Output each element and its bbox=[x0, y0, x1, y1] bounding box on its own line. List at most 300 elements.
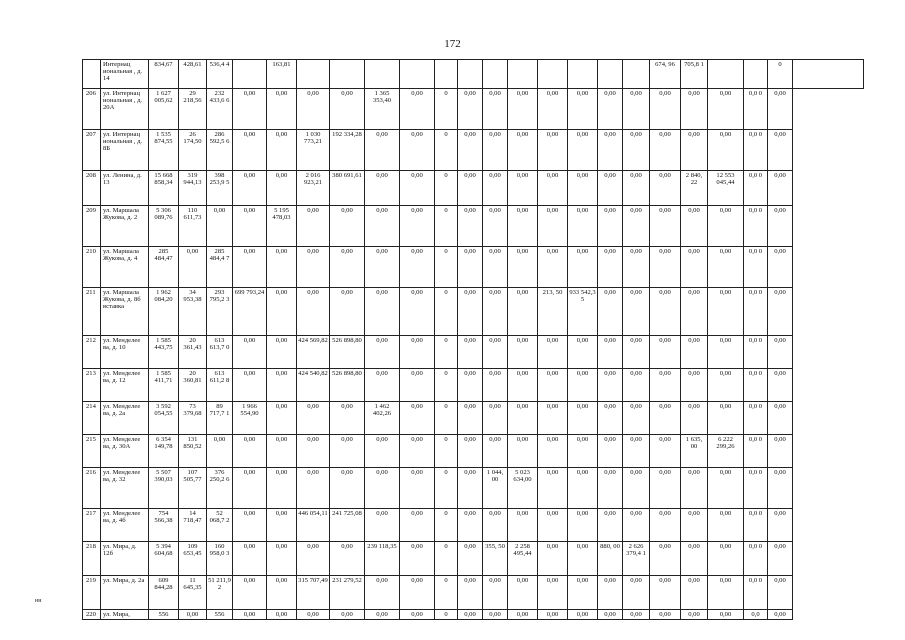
value-cell: 0,00 bbox=[233, 89, 267, 130]
value-cell: 0,00 bbox=[458, 247, 483, 288]
value-cell: 1 462 402,26 bbox=[365, 402, 400, 435]
value-cell: 0 bbox=[435, 369, 458, 402]
value-cell: 0,00 bbox=[708, 402, 744, 435]
value-cell: 0,00 bbox=[538, 336, 568, 369]
value-cell: 0,00 bbox=[681, 288, 708, 336]
value-cell: 0,00 bbox=[458, 542, 483, 576]
value-cell: 0,00 bbox=[400, 247, 435, 288]
value-cell: 0 bbox=[435, 402, 458, 435]
value-cell: 0,00 bbox=[768, 369, 793, 402]
table-row bbox=[83, 130, 864, 171]
value-cell: 0,00 bbox=[623, 509, 650, 542]
value-cell: 0,00 bbox=[365, 509, 400, 542]
value-cell: 0,00 bbox=[768, 288, 793, 336]
value-cell: 0,00 bbox=[623, 610, 650, 620]
address-cell: ул. Маршала Жукова, д. 8б вставка bbox=[101, 288, 149, 336]
value-cell: 0,00 bbox=[508, 402, 538, 435]
footer-mark: нн bbox=[35, 598, 42, 604]
value-cell: 0,00 bbox=[267, 130, 297, 171]
value-cell: 0,00 bbox=[508, 610, 538, 620]
row-number-cell: 209 bbox=[83, 206, 101, 247]
value-cell: 0,00 bbox=[623, 206, 650, 247]
value-cell: 20 361,43 bbox=[179, 336, 207, 369]
value-cell: 0,00 bbox=[650, 89, 681, 130]
value-cell: 0,0 0 bbox=[744, 288, 768, 336]
value-cell: 0,00 bbox=[330, 206, 365, 247]
value-cell: 0,00 bbox=[708, 130, 744, 171]
row-number-cell: 217 bbox=[83, 509, 101, 542]
value-cell: 110 611,73 bbox=[179, 206, 207, 247]
value-cell: 0,00 bbox=[330, 402, 365, 435]
value-cell: 0,00 bbox=[681, 247, 708, 288]
value-cell: 0,00 bbox=[233, 610, 267, 620]
value-cell: 1 365 353,40 bbox=[365, 89, 400, 130]
value-cell: 0,00 bbox=[538, 468, 568, 509]
value-cell: 0,00 bbox=[768, 89, 793, 130]
value-cell: 0,00 bbox=[179, 247, 207, 288]
value-cell: 0,00 bbox=[330, 288, 365, 336]
value-cell: 0,00 bbox=[207, 206, 233, 247]
value-cell: 0,00 bbox=[483, 247, 508, 288]
value-cell: 0,00 bbox=[483, 206, 508, 247]
row-number-cell: 210 bbox=[83, 247, 101, 288]
value-cell: 0,00 bbox=[768, 542, 793, 576]
value-cell: 0,00 bbox=[623, 171, 650, 206]
value-cell: 0,00 bbox=[568, 369, 598, 402]
value-cell: 0,00 bbox=[623, 247, 650, 288]
value-cell: 0,00 bbox=[768, 435, 793, 468]
value-cell: 285 484,47 bbox=[149, 247, 179, 288]
value-cell: 674, 96 bbox=[650, 60, 681, 89]
value-cell: 0,00 bbox=[768, 247, 793, 288]
value-cell: 0,00 bbox=[483, 369, 508, 402]
value-cell: 109 653,45 bbox=[179, 542, 207, 576]
data-table bbox=[82, 59, 864, 620]
address-cell: ул. Мира, д. 2а bbox=[101, 576, 149, 610]
address-cell: ул. Менделее ва, д. 2а bbox=[101, 402, 149, 435]
value-cell: 376 250,2 6 bbox=[207, 468, 233, 509]
address-cell: ул. Мира, д. 12б bbox=[101, 542, 149, 576]
value-cell: 0,00 bbox=[538, 509, 568, 542]
value-cell: 0,00 bbox=[458, 610, 483, 620]
value-cell: 0,00 bbox=[598, 509, 623, 542]
value-cell bbox=[568, 60, 598, 89]
value-cell: 0,00 bbox=[233, 206, 267, 247]
value-cell: 0,00 bbox=[598, 130, 623, 171]
value-cell: 160 958,0 3 bbox=[207, 542, 233, 576]
value-cell: 0,00 bbox=[768, 509, 793, 542]
value-cell: 536,4 4 bbox=[207, 60, 233, 89]
value-cell bbox=[623, 60, 650, 89]
value-cell: 0,00 bbox=[598, 369, 623, 402]
value-cell: 0,0 0 bbox=[744, 435, 768, 468]
value-cell bbox=[458, 60, 483, 89]
value-cell: 0,00 bbox=[483, 89, 508, 130]
value-cell: 6 354 149,78 bbox=[149, 435, 179, 468]
value-cell: 424 569,82 bbox=[297, 336, 330, 369]
value-cell: 0,00 bbox=[233, 468, 267, 509]
value-cell: 0,00 bbox=[365, 288, 400, 336]
value-cell: 5 306 089,76 bbox=[149, 206, 179, 247]
value-cell: 0,00 bbox=[267, 369, 297, 402]
table-row bbox=[83, 336, 864, 369]
value-cell: 0,00 bbox=[267, 435, 297, 468]
value-cell: 0,00 bbox=[233, 171, 267, 206]
value-cell: 315 707,49 bbox=[297, 576, 330, 610]
value-cell: 0,00 bbox=[538, 435, 568, 468]
value-cell: 0,00 bbox=[330, 468, 365, 509]
value-cell: 0,0 0 bbox=[744, 576, 768, 610]
value-cell: 0,00 bbox=[650, 171, 681, 206]
value-cell: 0,00 bbox=[568, 206, 598, 247]
address-cell: ул. Менделее ва, д. 4б bbox=[101, 509, 149, 542]
page-number: 172 bbox=[444, 38, 461, 50]
value-cell: 5 394 604,68 bbox=[149, 542, 179, 576]
value-cell: 0,00 bbox=[538, 206, 568, 247]
value-cell: 0,00 bbox=[400, 468, 435, 509]
value-cell: 0,00 bbox=[650, 206, 681, 247]
value-cell: 0,00 bbox=[297, 288, 330, 336]
value-cell: 0,0 0 bbox=[744, 369, 768, 402]
value-cell: 286 592,5 6 bbox=[207, 130, 233, 171]
address-cell: ул. Менделее ва, д. 32 bbox=[101, 468, 149, 509]
value-cell: 0,00 bbox=[598, 89, 623, 130]
value-cell: 0,00 bbox=[400, 206, 435, 247]
row-number-cell: 206 bbox=[83, 89, 101, 130]
value-cell: 319 944,13 bbox=[179, 171, 207, 206]
value-cell: 0,00 bbox=[538, 247, 568, 288]
value-cell: 613 613,7 0 bbox=[207, 336, 233, 369]
row-number-cell: 211 bbox=[83, 288, 101, 336]
address-cell: Интернац иональная , д. 14 bbox=[101, 60, 149, 89]
value-cell: 52 068,7 2 bbox=[207, 509, 233, 542]
row-number-cell: 216 bbox=[83, 468, 101, 509]
value-cell: 0,00 bbox=[458, 576, 483, 610]
value-cell bbox=[598, 60, 623, 89]
value-cell: 15 668 858,34 bbox=[149, 171, 179, 206]
value-cell: 0 bbox=[435, 610, 458, 620]
value-cell: 0,0 0 bbox=[744, 336, 768, 369]
value-cell: 0,00 bbox=[483, 171, 508, 206]
value-cell: 526 898,80 bbox=[330, 369, 365, 402]
value-cell: 0,00 bbox=[708, 468, 744, 509]
row-number-cell: 207 bbox=[83, 130, 101, 171]
table-row bbox=[83, 468, 864, 509]
value-cell: 1 044, 00 bbox=[483, 468, 508, 509]
value-cell: 2 626 379,4 1 bbox=[623, 542, 650, 576]
value-cell: 380 691,61 bbox=[330, 171, 365, 206]
value-cell: 0,00 bbox=[768, 206, 793, 247]
value-cell: 0,00 bbox=[297, 206, 330, 247]
address-cell: ул. Мира, bbox=[101, 610, 149, 620]
value-cell: 1 627 005,62 bbox=[149, 89, 179, 130]
value-cell: 0,00 bbox=[538, 610, 568, 620]
value-cell: 0,00 bbox=[233, 435, 267, 468]
value-cell: 0,00 bbox=[650, 288, 681, 336]
value-cell: 0,00 bbox=[650, 369, 681, 402]
value-cell: 355, 50 bbox=[483, 542, 508, 576]
value-cell: 0,0 0 bbox=[744, 468, 768, 509]
value-cell: 0,00 bbox=[267, 89, 297, 130]
value-cell: 0,00 bbox=[623, 89, 650, 130]
value-cell: 1 030 773,21 bbox=[297, 130, 330, 171]
value-cell: 20 360,81 bbox=[179, 369, 207, 402]
table-row bbox=[83, 247, 864, 288]
value-cell: 446 054,11 bbox=[297, 509, 330, 542]
value-cell: 0,00 bbox=[623, 468, 650, 509]
value-cell: 192 334,28 bbox=[330, 130, 365, 171]
value-cell: 0,00 bbox=[681, 369, 708, 402]
value-cell: 0,00 bbox=[365, 247, 400, 288]
value-cell: 0,00 bbox=[568, 468, 598, 509]
value-cell: 0,00 bbox=[400, 509, 435, 542]
value-cell: 0 bbox=[435, 336, 458, 369]
value-cell: 163,81 bbox=[267, 60, 297, 89]
value-cell: 0,00 bbox=[623, 336, 650, 369]
value-cell: 1 966 554,90 bbox=[233, 402, 267, 435]
value-cell bbox=[435, 60, 458, 89]
value-cell: 0,00 bbox=[650, 435, 681, 468]
value-cell: 0 bbox=[435, 509, 458, 542]
value-cell: 556 bbox=[149, 610, 179, 620]
value-cell: 0,00 bbox=[458, 435, 483, 468]
value-cell: 834,67 bbox=[149, 60, 179, 89]
value-cell: 51 211,9 2 bbox=[207, 576, 233, 610]
value-cell: 2 016 923,21 bbox=[297, 171, 330, 206]
table-row bbox=[83, 369, 864, 402]
value-cell: 0,00 bbox=[483, 576, 508, 610]
value-cell: 0,00 bbox=[508, 206, 538, 247]
row-number-cell: 220 bbox=[83, 610, 101, 620]
address-cell: ул. Ленина, д. 13 bbox=[101, 171, 149, 206]
value-cell: 0,00 bbox=[233, 369, 267, 402]
value-cell: 609 844,28 bbox=[149, 576, 179, 610]
value-cell: 0,00 bbox=[267, 610, 297, 620]
value-cell: 0,00 bbox=[297, 468, 330, 509]
value-cell: 0,00 bbox=[568, 171, 598, 206]
value-cell: 0,00 bbox=[650, 130, 681, 171]
value-cell: 0,00 bbox=[650, 402, 681, 435]
value-cell: 0,00 bbox=[538, 402, 568, 435]
table-row bbox=[83, 206, 864, 247]
value-cell: 0,00 bbox=[568, 130, 598, 171]
value-cell: 107 505,77 bbox=[179, 468, 207, 509]
value-cell: 0,00 bbox=[179, 610, 207, 620]
value-cell: 0,0 0 bbox=[744, 542, 768, 576]
value-cell: 0,00 bbox=[458, 89, 483, 130]
value-cell: 0,0 0 bbox=[744, 130, 768, 171]
value-cell: 0,00 bbox=[768, 402, 793, 435]
value-cell: 699 793,24 bbox=[233, 288, 267, 336]
value-cell: 0,00 bbox=[768, 610, 793, 620]
table-body bbox=[83, 60, 864, 620]
value-cell bbox=[330, 60, 365, 89]
value-cell: 0,00 bbox=[458, 402, 483, 435]
address-cell: ул. Маршала Жукова, д. 2 bbox=[101, 206, 149, 247]
value-cell: 0,00 bbox=[400, 171, 435, 206]
value-cell: 0,00 bbox=[233, 336, 267, 369]
value-cell: 0,00 bbox=[598, 576, 623, 610]
value-cell: 0,00 bbox=[400, 610, 435, 620]
value-cell: 0,00 bbox=[508, 435, 538, 468]
value-cell: 0,00 bbox=[233, 576, 267, 610]
value-cell: 0,00 bbox=[623, 369, 650, 402]
value-cell: 0,00 bbox=[538, 130, 568, 171]
value-cell: 0,00 bbox=[768, 171, 793, 206]
value-cell: 933 542,3 5 bbox=[568, 288, 598, 336]
value-cell: 428,61 bbox=[179, 60, 207, 89]
value-cell: 0,00 bbox=[681, 336, 708, 369]
value-cell: 0 bbox=[435, 247, 458, 288]
value-cell: 0,00 bbox=[400, 542, 435, 576]
value-cell: 0,00 bbox=[365, 435, 400, 468]
value-cell: 0,00 bbox=[768, 468, 793, 509]
value-cell: 0,0 0 bbox=[744, 402, 768, 435]
value-cell: 0,00 bbox=[681, 468, 708, 509]
value-cell: 0,00 bbox=[508, 171, 538, 206]
value-cell: 0,00 bbox=[598, 336, 623, 369]
value-cell: 0,00 bbox=[400, 130, 435, 171]
value-cell: 0,00 bbox=[483, 610, 508, 620]
row-number-cell: 219 bbox=[83, 576, 101, 610]
value-cell: 754 566,38 bbox=[149, 509, 179, 542]
value-cell: 0,00 bbox=[768, 130, 793, 171]
value-cell: 0 bbox=[768, 60, 793, 89]
value-cell: 0,00 bbox=[568, 402, 598, 435]
value-cell: 0,00 bbox=[458, 288, 483, 336]
value-cell: 0,00 bbox=[508, 247, 538, 288]
table-row bbox=[83, 435, 864, 468]
value-cell: 0,00 bbox=[568, 247, 598, 288]
value-cell: 0,00 bbox=[483, 435, 508, 468]
value-cell: 0,00 bbox=[233, 247, 267, 288]
value-cell: 556 bbox=[207, 610, 233, 620]
value-cell: 0,00 bbox=[508, 89, 538, 130]
value-cell: 0,00 bbox=[483, 402, 508, 435]
value-cell: 0,00 bbox=[365, 206, 400, 247]
value-cell: 0 bbox=[435, 576, 458, 610]
value-cell: 0,00 bbox=[330, 247, 365, 288]
table-row bbox=[83, 509, 864, 542]
value-cell: 0,00 bbox=[708, 89, 744, 130]
value-cell: 0,00 bbox=[458, 468, 483, 509]
value-cell: 0,00 bbox=[267, 509, 297, 542]
value-cell: 0,00 bbox=[508, 369, 538, 402]
value-cell: 0,00 bbox=[267, 288, 297, 336]
value-cell: 0,00 bbox=[508, 509, 538, 542]
value-cell: 0,00 bbox=[650, 468, 681, 509]
value-cell: 0,00 bbox=[681, 89, 708, 130]
value-cell: 29 218,56 bbox=[179, 89, 207, 130]
value-cell: 0,00 bbox=[365, 610, 400, 620]
value-cell: 526 898,80 bbox=[330, 336, 365, 369]
value-cell: 0,00 bbox=[365, 369, 400, 402]
value-cell: 0,00 bbox=[508, 336, 538, 369]
value-cell: 0,00 bbox=[650, 509, 681, 542]
value-cell: 0,00 bbox=[623, 576, 650, 610]
value-cell: 0,00 bbox=[623, 130, 650, 171]
value-cell: 0,00 bbox=[330, 89, 365, 130]
address-cell: ул. Маршала Жукова, д. 4 bbox=[101, 247, 149, 288]
row-number-cell: 215 bbox=[83, 435, 101, 468]
value-cell bbox=[297, 60, 330, 89]
table-row bbox=[83, 576, 864, 610]
table-row bbox=[83, 60, 864, 89]
value-cell: 613 611,2 8 bbox=[207, 369, 233, 402]
value-cell: 880, 00 bbox=[598, 542, 623, 576]
value-cell: 0 bbox=[435, 171, 458, 206]
value-cell: 232 433,6 6 bbox=[207, 89, 233, 130]
value-cell: 1 585 411,71 bbox=[149, 369, 179, 402]
value-cell: 0 bbox=[435, 130, 458, 171]
table-row bbox=[83, 288, 864, 336]
value-cell: 0,00 bbox=[400, 435, 435, 468]
value-cell: 0,00 bbox=[568, 576, 598, 610]
value-cell: 0 bbox=[435, 206, 458, 247]
value-cell: 0,00 bbox=[297, 435, 330, 468]
value-cell: 0,00 bbox=[768, 576, 793, 610]
value-cell: 0,00 bbox=[681, 610, 708, 620]
value-cell: 0,00 bbox=[365, 336, 400, 369]
value-cell bbox=[365, 60, 400, 89]
value-cell: 2 840, 22 bbox=[681, 171, 708, 206]
value-cell: 0,00 bbox=[708, 288, 744, 336]
value-cell: 239 118,35 bbox=[365, 542, 400, 576]
value-cell: 0,00 bbox=[233, 542, 267, 576]
value-cell: 1 535 874,55 bbox=[149, 130, 179, 171]
value-cell: 705,8 1 bbox=[681, 60, 708, 89]
value-cell: 0,00 bbox=[708, 336, 744, 369]
value-cell: 0,00 bbox=[330, 435, 365, 468]
value-cell: 0,00 bbox=[297, 542, 330, 576]
value-cell: 0,00 bbox=[330, 610, 365, 620]
table-row bbox=[83, 542, 864, 576]
value-cell: 0,00 bbox=[598, 435, 623, 468]
value-cell: 0,00 bbox=[330, 542, 365, 576]
value-cell: 0,00 bbox=[598, 206, 623, 247]
value-cell: 0,00 bbox=[708, 576, 744, 610]
value-cell: 0,00 bbox=[297, 610, 330, 620]
value-cell: 0,00 bbox=[400, 288, 435, 336]
value-cell: 0 bbox=[435, 468, 458, 509]
value-cell: 0,00 bbox=[538, 369, 568, 402]
value-cell: 0,00 bbox=[365, 171, 400, 206]
value-cell: 213, 50 bbox=[538, 288, 568, 336]
value-cell: 131 850,52 bbox=[179, 435, 207, 468]
row-number-cell: 212 bbox=[83, 336, 101, 369]
value-cell: 12 553 045,44 bbox=[708, 171, 744, 206]
value-cell: 0,00 bbox=[233, 130, 267, 171]
value-cell: 0,00 bbox=[681, 542, 708, 576]
value-cell: 0,0 0 bbox=[744, 89, 768, 130]
value-cell: 0,00 bbox=[400, 369, 435, 402]
value-cell: 0 bbox=[435, 89, 458, 130]
table-row bbox=[83, 402, 864, 435]
value-cell: 0,00 bbox=[297, 402, 330, 435]
value-cell: 0,00 bbox=[650, 336, 681, 369]
value-cell bbox=[233, 60, 267, 89]
value-cell bbox=[508, 60, 538, 89]
value-cell: 11 645,35 bbox=[179, 576, 207, 610]
value-cell: 0,00 bbox=[708, 610, 744, 620]
value-cell: 14 718,47 bbox=[179, 509, 207, 542]
value-cell: 0,00 bbox=[568, 509, 598, 542]
address-cell: ул. Менделее ва, д. 30А bbox=[101, 435, 149, 468]
value-cell: 293 795,2 3 bbox=[207, 288, 233, 336]
value-cell: 0,00 bbox=[365, 576, 400, 610]
value-cell bbox=[708, 60, 744, 89]
value-cell: 0,00 bbox=[297, 89, 330, 130]
